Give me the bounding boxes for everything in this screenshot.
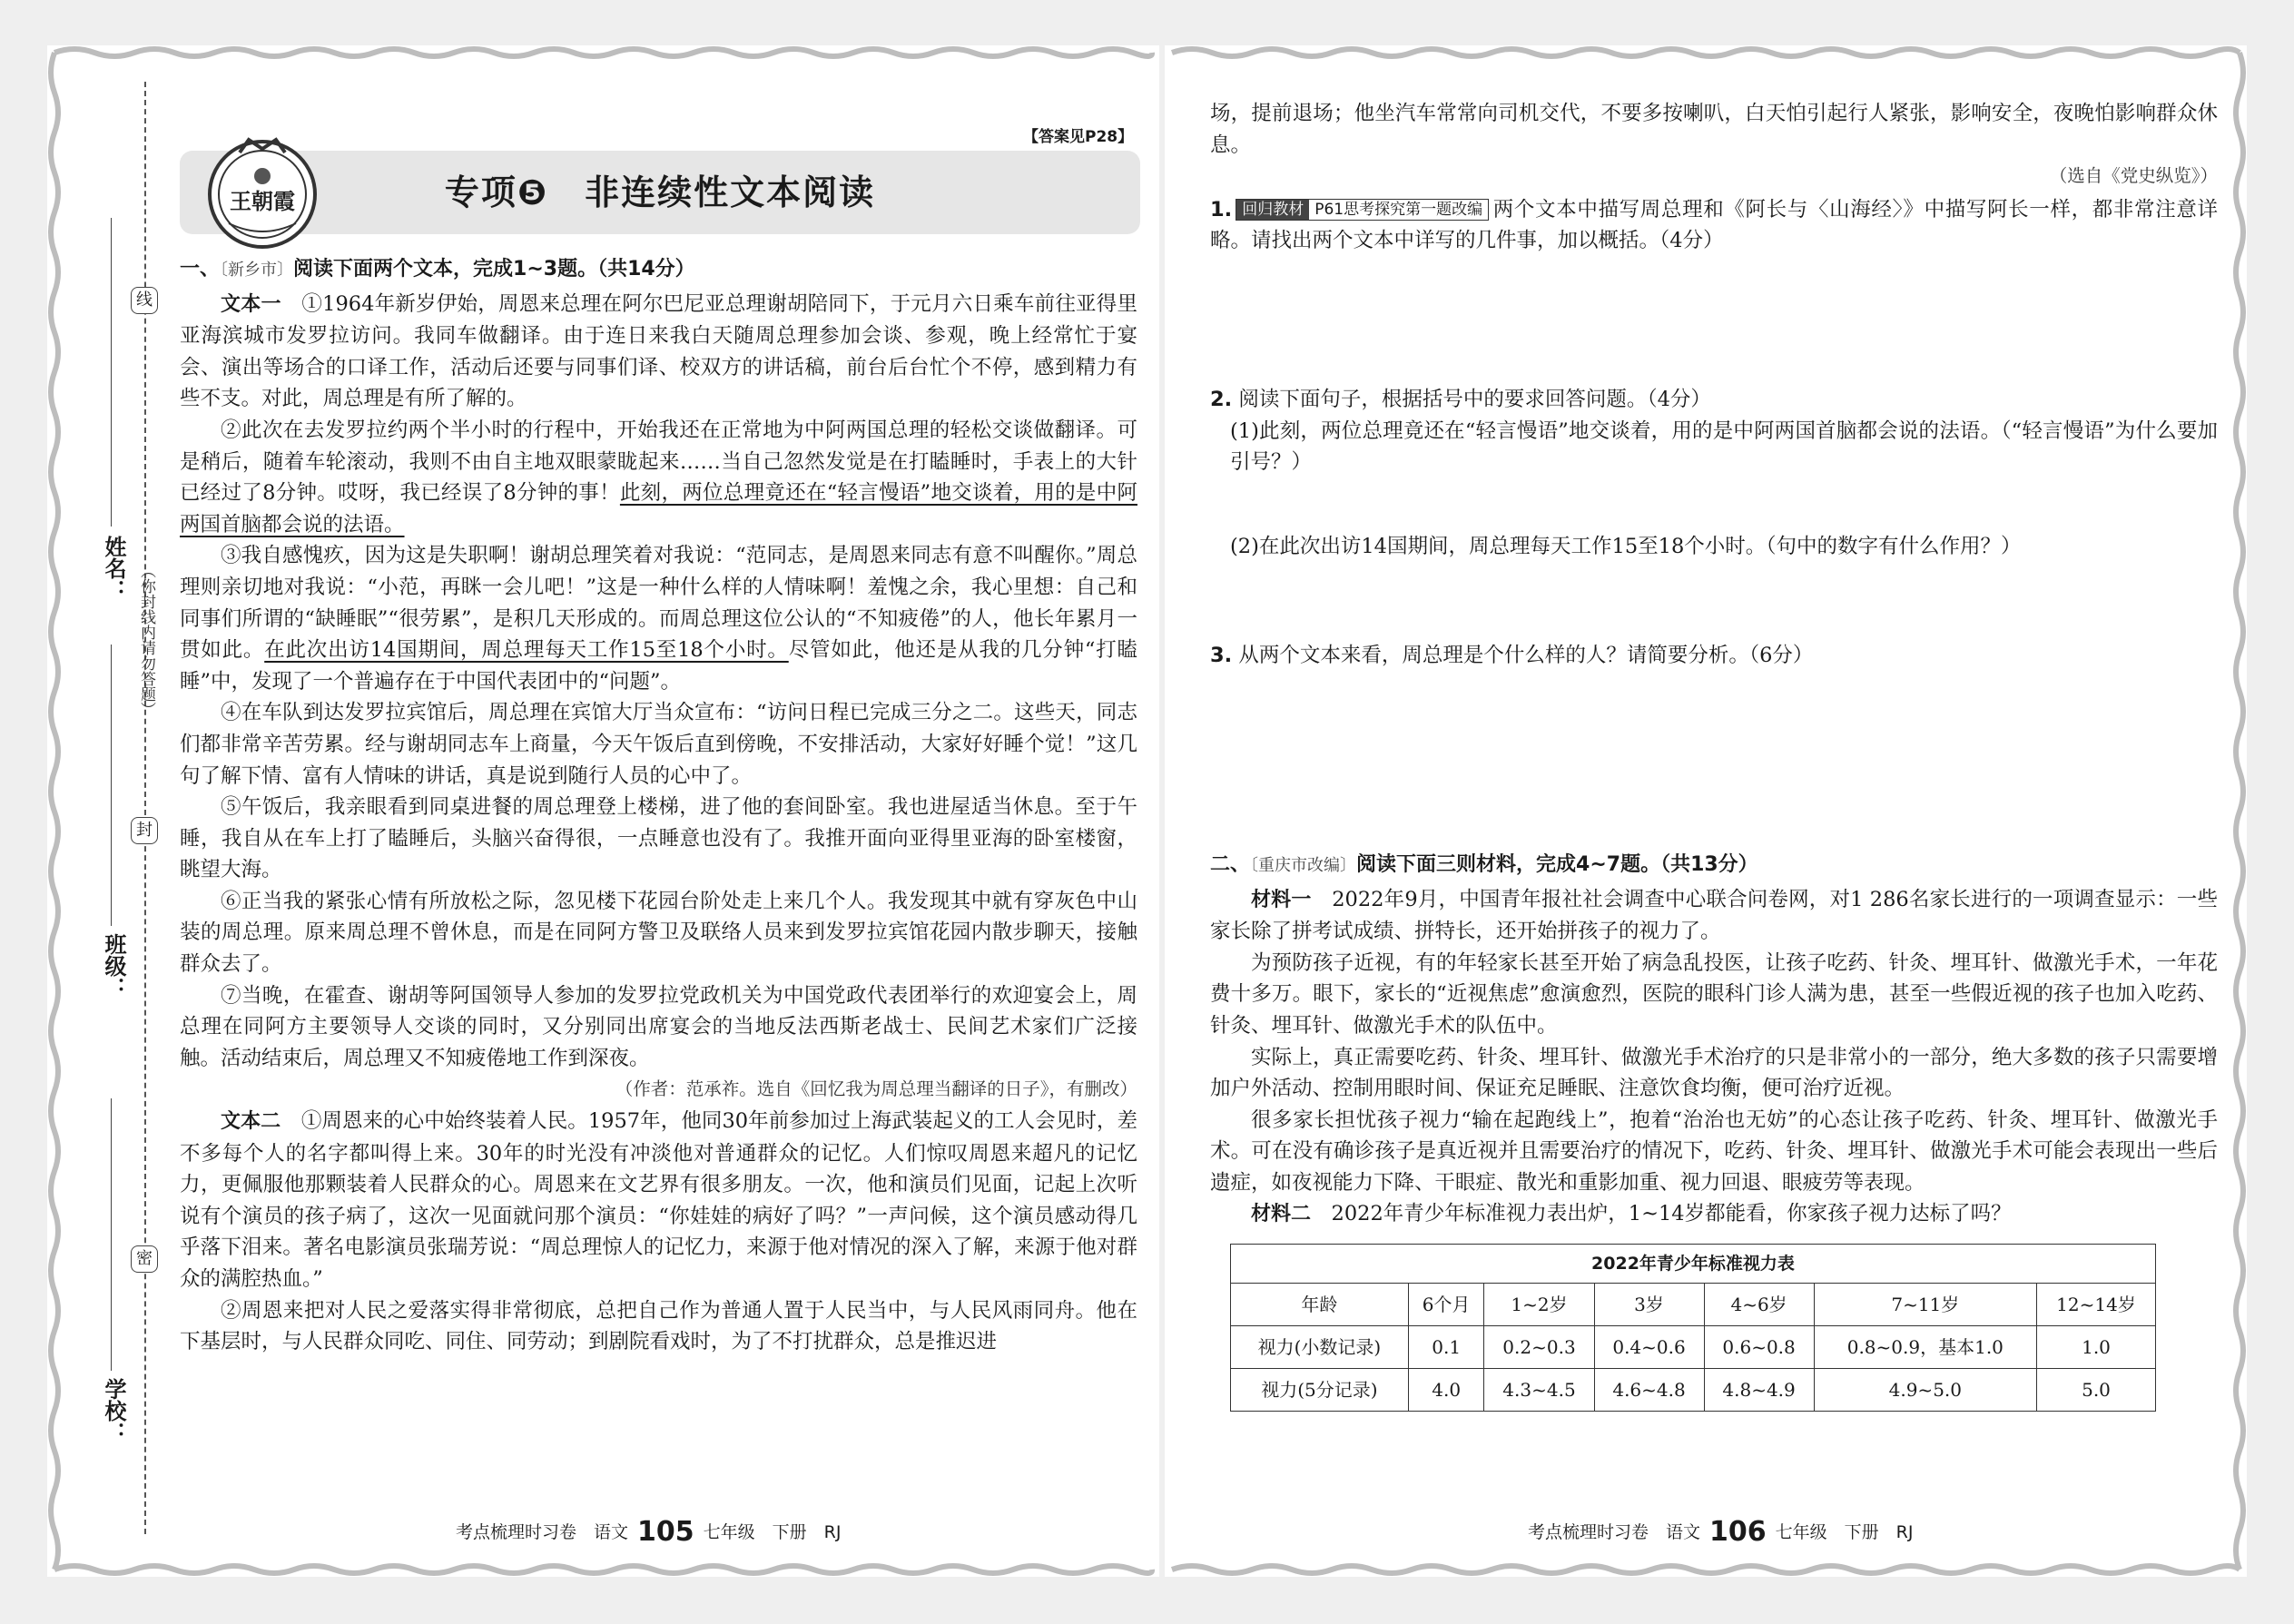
material2-p1: 材料二 2022年青少年标准视力表出炉，1~14岁都能看，你家孩子视力达标了吗？ [1251,1202,2012,1226]
text1-p2: ②此次在去发罗拉约两个半小时的行程中，开始我还在正常地为中阿两国总理的轻松交谈做翻译。可是稍后，随着车轮滚动，我则不由自主地双眼蒙眬起来……当自己忽然发觉是在打瞌睡时，手表上的大针已经过了8分钟。哎呀，我已经误了8分钟的事！此刻，两位总理竟还在“轻言慢语”地交谈着，用的是中阿两国首脑都会说的法语。 [180,418,1137,536]
page-number: 105 [637,1516,694,1548]
q1-answer-space[interactable] [1210,257,2218,384]
part1-heading: 一、〔新乡市〕阅读下面两个文本，完成1~3题。（共14分） [180,258,695,281]
question-2-1: (1)此刻，两位总理竟还在“轻言慢语”地交谈着，用的是中阿两国首脑都会说的法语。（“轻言慢语”为什么要加引号？） [1230,418,2218,475]
page-number: 106 [1709,1516,1767,1548]
cut-mark-xian: 线 [131,287,158,314]
left-page [47,45,1159,1577]
table-caption: 2022年青少年标准视力表 [1231,1245,2156,1284]
name-field-line[interactable] [111,218,112,527]
table-cell: 4.6~4.8 [1594,1369,1704,1412]
q3-answer-space[interactable] [1210,672,2218,850]
table-cell: 1.0 [2037,1326,2156,1369]
question-2: 2. 阅读下面句子，根据括号中的要求回答问题。（4分） [1210,387,1711,411]
table-header-cell: 3岁 [1594,1284,1704,1326]
text1-source: （作者：范承祚。选自《回忆我为周总理当翻译的日子》，有删改） [615,1078,1137,1100]
q1-badge: 回归教材 P61思考探究第一题改编 [1236,199,1489,221]
text1-p5: ⑤午饭后，我亲眼看到同桌进餐的周总理登上楼梯，进了他的套间卧室。我也进屋适当休息。至于午睡，我自从在车上打了瞌睡后，头脑兴奋得很，一点睡意也没有了。我推开面向亚得里亚海的卧室楼窗，眺望大海。 [180,795,1137,882]
left-column [180,254,1137,1358]
school-field-line[interactable] [111,1098,112,1371]
material1-p3: 实际上，真正需要吃药、针灸、埋耳针、做激光手术治疗的只是非常小的一部分，绝大多数的孩子只需要增加户外活动、控制用眼时间、保证充足睡眠、注意饮食均衡，便可治疗近视。 [1210,1045,2218,1101]
table-header-cell: 年龄 [1231,1284,1409,1326]
table-cell: 0.4~0.6 [1594,1326,1704,1369]
material1-p2: 为预防孩子近视，有的年轻家长甚至开始了病急乱投医，让孩子吃药、针灸、埋耳针、做激光手术，一年花费十多万。眼下，家长的“近视焦虑”愈演愈烈，医院的眼科门诊人满为患，甚至一些假近视的孩子也加入吃药、针灸、埋耳针、做激光手术的队伍中。 [1210,950,2218,1038]
question-1: 1. 回归教材 P61思考探究第一题改编 两个文本中描写周总理和《阿长与〈山海经〉》中描写阿长一样，都非常注意详略。请找出两个文本中详写的几件事，加以概括。（4分） [1210,197,2218,253]
brand-logo-seal [203,133,321,251]
table-cell: 视力(小数记录) [1231,1326,1409,1369]
cut-mark-mi: 密 [131,1245,158,1273]
text1-p7: ⑦当晚，在霍查、谢胡等阿国领导人参加的发罗拉党政机关为中国党政代表团举行的欢迎宴会上，周总理在同阿方主要领导人交谈的同时，又分别同出席宴会的当地反法西斯老战士、民间艺术家们广泛接触。活动结束后，周总理又不知疲倦地工作到深夜。 [180,983,1137,1070]
page-title: 专项❺ 非连续性文本阅读 [444,172,876,212]
question-3: 3. 从两个文本来看，周总理是个什么样的人？请简要分析。（6分） [1210,644,1814,668]
text2-p2: ②周恩来把对人民之爱落实得非常彻底，总把自己作为普通人置于人民当中，与人民风雨同舟。他在下基层时，与人民群众同吃、同住、同劳动；到剧院看戏时，为了不打扰群众，总是推迟进 [180,1298,1137,1354]
table-row [1231,1326,2156,1369]
footer-left: 考点梳理时习卷 语文 105 七年级 下册 RJ [456,1516,842,1548]
table-cell: 4.3~4.5 [1484,1369,1594,1412]
school-field-label: 学校： [101,1378,126,1443]
table-header-cell: 4~6岁 [1704,1284,1814,1326]
text1-p4: ④在车队到达发罗拉宾馆后，周总理在宾馆大厅当众宣布：“访问日程已完成三分之二。这些天，同志们都非常辛苦劳累。经与谢胡同志车上商量，今天午饭后直到傍晚，不安排活动，大家好好睡个觉！”这几句了解下情、富有人情味的讲话，真是说到随行人员的心中了。 [180,701,1137,788]
right-column [1210,98,2218,1412]
table-header-cell: 7~11岁 [1814,1284,2036,1326]
right-page [1165,45,2247,1577]
table-cell: 4.9~5.0 [1814,1369,2036,1412]
table-header-cell: 12~14岁 [2037,1284,2156,1326]
table-row [1231,1369,2156,1412]
class-field-label: 班级： [101,933,126,999]
table-cell: 0.6~0.8 [1704,1326,1814,1369]
answer-reference: 【答案见P28】 [1023,128,1134,146]
material1-p4: 很多家长担忧孩子视力“输在起跑线上”，抱着“治治也无妨”的心态让孩子吃药、针灸、埋耳针、做激光手术。可在没有确诊孩子是真近视并且需要治疗的情况下，吃药、针灸、埋耳针、做激光手术可能会表现出一些后遗症，如夜视能力下降、干眼症、散光和重影加重、视力回退、眼疲劳等表现。 [1210,1107,2218,1195]
table-header-cell: 1~2岁 [1484,1284,1594,1326]
material1-p1: 材料一 2022年9月，中国青年报社社会调查中心联合问卷网，对1 286名家长进行的一项调查显示：一些家长除了拼考试成绩、拼特长，还开始拼孩子的视力了。 [1210,887,2218,944]
table-cell: 4.0 [1408,1369,1484,1412]
table-cell: 4.8~4.9 [1704,1369,1814,1412]
table-cell: 0.1 [1408,1326,1484,1369]
underlined-sentence-2: 在此次出访14国期间，周总理每天工作15至18个小时。 [264,638,789,663]
table-cell: 视力(5分记录) [1231,1369,1409,1412]
question-2-2: (2)在此次出访14国期间，周总理每天工作15至18个小时。（句中的数字有什么作用？） [1230,534,2022,558]
name-field-label: 姓名： [101,536,126,601]
text2-p1: 文本二 ①周恩来的心中始终装着人民。1957年，他同30年前参加过上海武装起义的工人会见时，差不多每个人的名字都叫得上来。30年的时光没有冲淡他对普通群众的记忆。人们惊叹周恩来超凡的记忆力，更佩服他那颗装着人民群众的心。周恩来在文艺界有很多朋友。一次，他和演员们见面，记起上次听说有个演员的孩子病了，这次一见面就问那个演员：“你娃娃的病好了吗？”一声问候，这个演员感动得几乎落下泪来。著名电影演员张瑞芳说：“周总理惊人的记忆力，来源于他对情况的深入了解，来源于他对群众的满腔热血。” [180,1109,1137,1291]
q2-1-answer-space[interactable] [1210,478,2218,531]
table-cell: 0.2~0.3 [1484,1326,1594,1369]
part2-heading: 二、〔重庆市改编〕阅读下面三则材料，完成4~7题。（共13分） [1210,852,1758,876]
title-bar [180,151,1140,234]
text1-p1: 文本一 ①1964年新岁伊始，周恩来总理在阿尔巴尼亚总理谢胡陪同下，于元月六日乘车前往亚得里亚海滨城市发罗拉访问。我同车做翻译。由于连日来我白天随周总理参加会谈、参观，晚上经常忙于宴会、演出等场合的口译工作，活动后还要与同事们译、校双方的讲话稿，前台后台忙个不停，感到精力有些不支。对此，周总理是有所了解的。 [180,291,1137,411]
text1-p6: ⑥正当我的紧张心情有所放松之际，忽见楼下花园台阶处走上来几个人。我发现其中就有穿灰色中山装的周总理。原来周总理不曾休息，而是在同阿方警卫及联络人员来到发罗拉宾馆花园内散步聊天，接触群众去了。 [180,889,1137,977]
binding-note: （你封线内请勿答题） [137,563,155,717]
text2-source: （选自《党史纵览》） [2049,165,2218,187]
text1-p3: ③我自感愧疚，因为这是失职啊！谢胡总理笑着对我说：“范同志，是周恩来同志有意不叫醒你。”周总理则亲切地对我说：“小范，再眯一会儿吧！”这是一种什么样的人情味啊！羞愧之余，我心里想：自己和同事们所谓的“缺睡眠”“很劳累”，是积几天形成的。而周总理这位公认的“不知疲倦”的人，他长年累月一贯如此。在此次出访14国期间，周总理每天工作15至18个小时。尽管如此，他还是从我的几分钟“打瞌睡”中，发现了一个普遍存在于中国代表团中的“问题”。 [180,544,1137,694]
table-cell: 0.8~0.9，基本1.0 [1814,1326,2036,1369]
q2-2-answer-space[interactable] [1210,562,2218,640]
underlined-sentence-1: 此刻，两位总理竟还在“轻言慢语”地交谈着，用的是中阿两国首脑都会说的法语。 [180,481,1137,536]
logo-text: 王朝霞 [230,188,295,214]
table-header-row [1231,1284,2156,1326]
text2-p2-continued: 场，提前退场；他坐汽车常常向司机交代，不要多按喇叭，白天怕引起行人紧张，影响安全，夜晚怕影响群众休息。 [1210,102,2218,157]
binding-margin [47,45,183,1577]
table-header-cell: 6个月 [1408,1284,1484,1326]
class-field-line[interactable] [111,645,112,926]
table-cell: 5.0 [2037,1369,2156,1412]
vision-standard-table [1230,1244,2156,1412]
cut-mark-feng: 封 [131,817,158,844]
footer-right: 考点梳理时习卷 语文 106 七年级 下册 RJ [1528,1516,1914,1548]
